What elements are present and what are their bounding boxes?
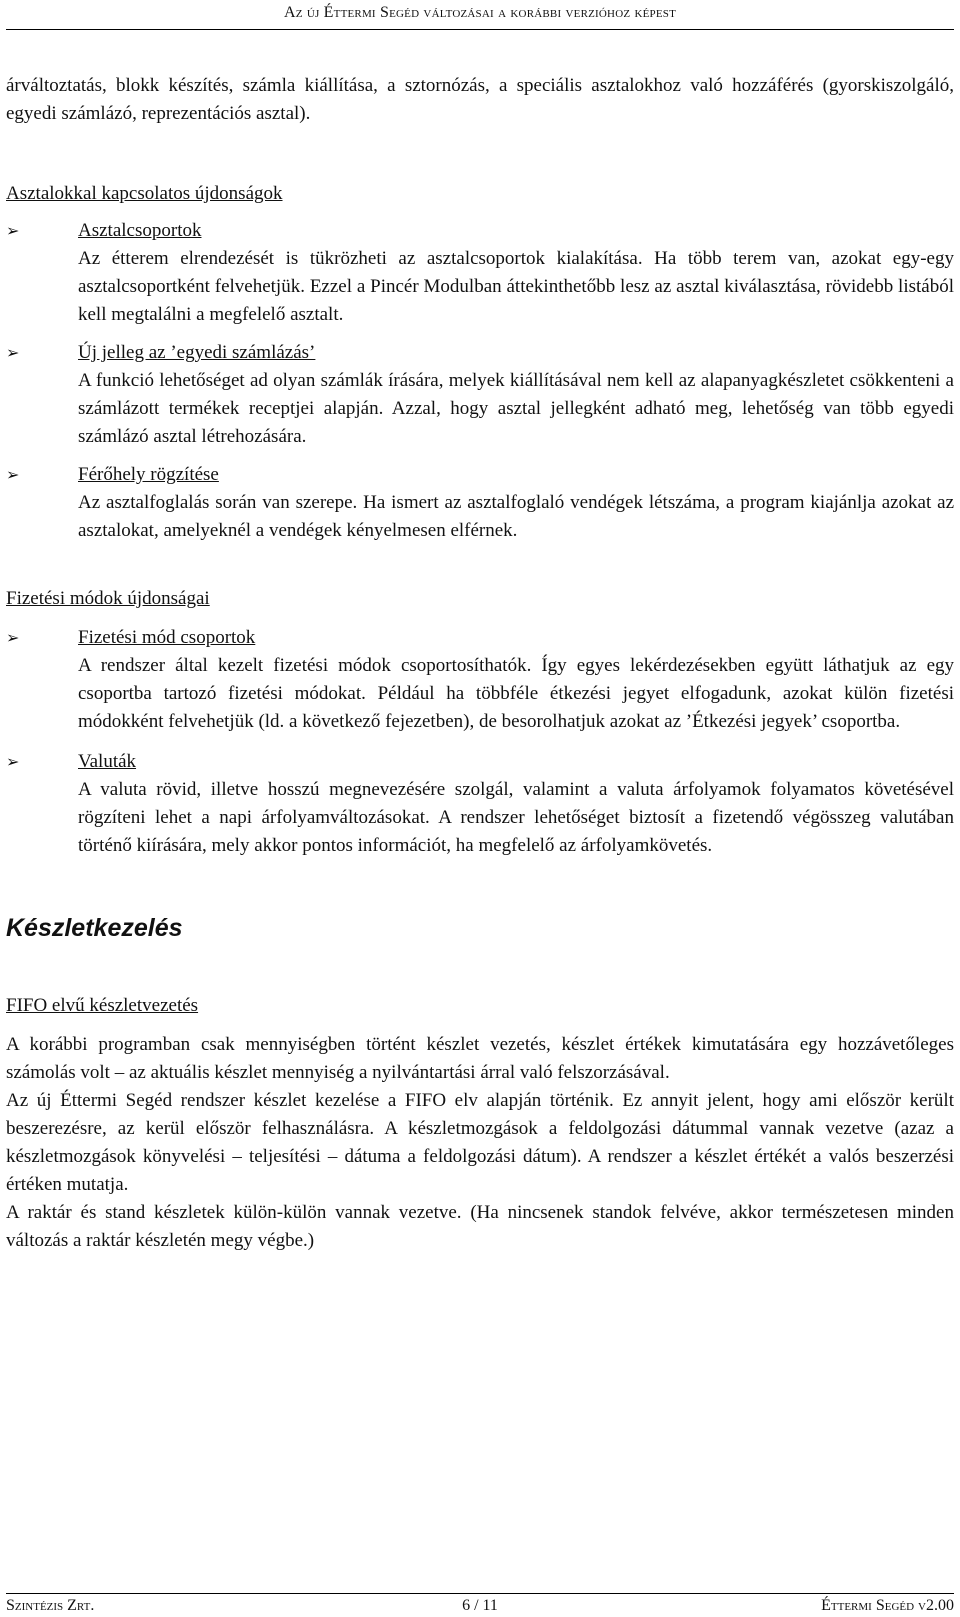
inventory-paragraph-1: A korábbi programban csak mennyiségben történt készlet vezetés, készlet értékek kimutatására egy hozzávetőleges számolás volt – az aktuális készlet mennyiség a nyilvántartási árral való felszorzásával. <box>6 1034 954 1083</box>
intro-paragraph: árváltoztatás, blokk készítés, számla kiállítása, a sztornózás, a speciális asztalokhoz való hozzáférés (gyorskiszolgáló, egyedi számlázó, reprezentációs asztal). <box>6 75 954 124</box>
bullet-currencies <box>6 748 954 860</box>
inventory-paragraph-3: A raktár és stand készletek külön-külön vannak vezetve. (Ha nincsenek standok felvéve, akkor természetesen minden változás a raktár készletén megy végbe.) <box>6 1202 954 1251</box>
document-body <box>6 72 954 1255</box>
bullet-text: Az étterem elrendezését is tükrözheti az asztalcsoportok kialakítása. Ha több terem van, azokat egy-egy asztalcsoportként felvehetjük. Ezzel a Pincér Modulban áttekinthetőbb lesz az asztal kiválasztása, rövidebb listából kell megtalálni a megfelelő asztalt. <box>78 248 954 325</box>
section-title-tables: Asztalokkal kapcsolatos újdonságok <box>6 183 283 204</box>
bullet-text: A valuta rövid, illetve hosszú megnevezésére szolgál, valamint a valuta árfolyamok folyamatos követésével rögzíteni lehet a napi árfolyamváltozásokat. A rendszer lehetőséget biztosít a fizetendő végösszeg valutában történő kiírására, mely akkor pontos információt, ha megfelelő az árfolyamkövetés. <box>78 779 954 856</box>
page-header <box>0 4 960 22</box>
header-title: Az új Éttermi Segéd változásai a korábbi verzióhoz képest <box>283 4 676 21</box>
footer-divider <box>6 1593 954 1594</box>
bullet-seats <box>6 461 954 545</box>
footer-product: Éttermi Segéd v2.00 <box>821 1597 954 1614</box>
bullet-custom-billing <box>6 339 954 451</box>
footer-company: Szintézis Zrt. <box>6 1597 95 1614</box>
bullet-title: Fizetési mód csoportok <box>78 627 256 648</box>
section-title-payments: Fizetési módok újdonságai <box>6 588 210 609</box>
bullet-payment-groups <box>6 624 954 736</box>
footer-page-number: 6 / 11 <box>462 1597 498 1614</box>
bullet-table-groups <box>6 217 954 329</box>
arrow-bullet-icon: ➢ <box>6 221 20 240</box>
arrow-bullet-icon: ➢ <box>6 465 20 484</box>
bullet-text: Az asztalfoglalás során van szerepe. Ha ismert az asztalfoglaló vendégek létszáma, a program kiajánlja azokat az asztalokat, amelyeknél a vendégek kényelmesen elférnek. <box>78 492 954 541</box>
bullet-text: A rendszer által kezelt fizetési módok csoportosíthatók. Így egyes lekérdezésekben együtt láthatjuk az egy csoportba tartozó fizetési módokat. Például ha többféle étkezési jegyet elfogadunk, azokat külön fizetési módokként felvehetjük (ld. a következő fejezetben), de besorolhatjuk azokat az ’Étkezési jegyek’ csoportba. <box>78 655 954 732</box>
arrow-bullet-icon: ➢ <box>6 343 20 362</box>
bullet-text: A funkció lehetőséget ad olyan számlák írására, melyek kiállításával nem kell az alapanyagkészletet csökkenteni a számlázott termékek receptjei alapján. Azzal, hogy asztal jellegként adható meg, lehetőség van több egyedi számlázó asztal létrehozására. <box>78 370 954 447</box>
bullet-title: Új jelleg az ’egyedi számlázás’ <box>78 342 316 363</box>
bullet-title: Férőhely rögzítése <box>78 464 219 485</box>
bullet-title: Asztalcsoportok <box>78 220 202 241</box>
arrow-bullet-icon: ➢ <box>6 752 20 771</box>
bullet-title: Valuták <box>78 751 137 772</box>
inventory-paragraph-2: Az új Éttermi Segéd rendszer készlet kezelése a FIFO elv alapján történik. Ez annyit jelent, hogy ami először került beszerezésre, az kerül először felhasználásra. A készletmozgások a feldolgozási dátummal vannak vezetve (azaz a készletmozgások könyvelési – teljesítési – dátuma a feldolgozási dátum). A rendszer a készlet értékét a valós beszerzési értéken mutatja. <box>6 1090 954 1195</box>
subsection-title-fifo: FIFO elvű készletvezetés <box>6 995 199 1016</box>
header-divider <box>6 29 954 30</box>
arrow-bullet-icon: ➢ <box>6 628 20 647</box>
section-title-inventory: Készletkezelés <box>6 914 183 942</box>
page-footer <box>6 1597 954 1617</box>
